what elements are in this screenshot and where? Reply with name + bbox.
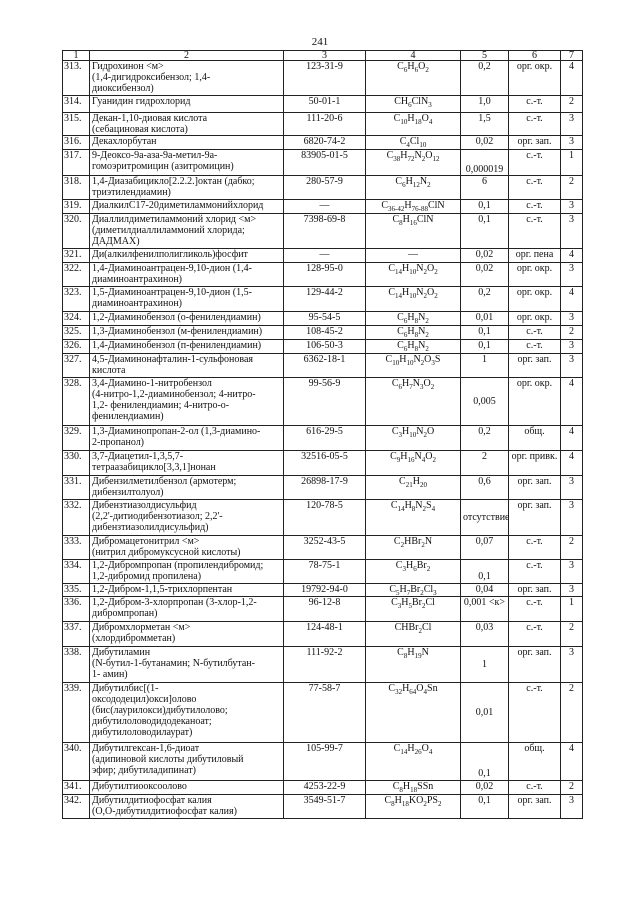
cas-number: 7398-69-8 [284,214,366,249]
limit-value: 1,5 [461,112,509,135]
chemical-formula: CHBr$_2$Cl [366,621,461,646]
chemical-formula: $C_6H_8N_2$ [366,325,461,339]
column-number: 6 [509,51,561,61]
substance-name: 4,5-Диаминонафталин-1-сульфоновая кислота [90,353,284,377]
table-row [63,742,583,780]
chemical-formula: $C_8H_{18}SSn$ [366,780,461,794]
hazard-class: 3 [561,311,583,325]
hazard-class: 3 [561,262,583,286]
column-number: 5 [461,51,509,61]
table-row [63,475,583,499]
chemical-formula: $C_5H_7Br_2Cl_3$ [366,583,461,596]
substance-name: 1,3-Диаминопропан-2-ол (1,3-диамино- 2-пропанол) [90,425,284,450]
substance-name: Дибутилтиооксоолово [90,780,284,794]
substance-name: Диаллилдиметиламмоний хлорид <м> (диметилдиаллиламмоний хлорида; ДАДМАХ) [90,214,284,249]
row-number: 321. [63,248,90,262]
limit-value: 0,2 [461,425,509,450]
hazard-class: 3 [561,583,583,596]
limit-value: 0,02 [461,262,509,286]
substance-name: Декахлорбутан [90,136,284,150]
limit-value: 0,1 [461,339,509,353]
hazard-indicator: общ. [509,425,561,450]
chemical-formula: $C_{32}H_{64}O_4Sn$ [366,682,461,742]
chemical-formula: $C_{21}H_{20}$ [366,475,461,499]
limit-value: отсутствие [461,499,509,535]
cas-number: 129-44-2 [284,286,366,311]
substance-name: 9-Деоксо-9а-аза-9а-метил-9а- гомоэритромицин (азитромицин) [90,150,284,176]
chemical-formula: $C_{38}H_{72}N_2O_{12}$ [366,150,461,176]
substance-name: Дибутилбис[(1- оксододецил)окси]олово (бис(лаурилокси)дибутилолово; дибутилоловодидодеканоат; дибутилоловодилаурат) [90,682,284,742]
column-number: 1 [63,51,90,61]
hazard-class: 3 [561,646,583,682]
cas-number: 4253-22-9 [284,780,366,794]
chemical-formula: $C_6H_7N_3O_2$ [366,377,461,425]
hazard-indicator: с.-т. [509,621,561,646]
hazard-class: 2 [561,95,583,112]
cas-number: 3252-43-5 [284,535,366,559]
row-number: 320. [63,214,90,249]
hazard-class: 1 [561,150,583,176]
limit-value: 1 [461,646,509,682]
hazard-indicator: с.-т. [509,780,561,794]
hazard-indicator: с.-т. [509,339,561,353]
row-number: 324. [63,311,90,325]
hazard-class: 4 [561,450,583,475]
table-row [63,311,583,325]
cas-number: 106-50-3 [284,339,366,353]
row-number: 331. [63,475,90,499]
hazard-indicator: с.-т. [509,596,561,621]
cas-number: 96-12-8 [284,596,366,621]
hazard-class: 2 [561,621,583,646]
chemical-formula: $C_6H_8N_2$ [366,339,461,353]
column-number: 7 [561,51,583,61]
table-row [63,596,583,621]
row-number: 327. [63,353,90,377]
table-row [63,95,583,112]
substance-name: Дибутиламин (N-бутил-1-бутанамин; N-бутилбутан- 1- амин) [90,646,284,682]
substance-name: 1,5-Диаминоантрацен-9,10-дион (1,5- диаминоантрахинон) [90,286,284,311]
hazard-class: 4 [561,425,583,450]
limit-value: 0,001 <к> [461,596,509,621]
row-number: 323. [63,286,90,311]
row-number: 329. [63,425,90,450]
substance-table [62,50,583,819]
table-row [63,794,583,818]
hazard-class: 4 [561,377,583,425]
cas-number: 50-01-1 [284,95,366,112]
substance-name: Дибромхлорметан <м> (хлордибромметан) [90,621,284,646]
chemical-formula: $CH_6ClN_3$ [366,95,461,112]
limit-value: 0,6 [461,475,509,499]
cas-number: 6820-74-2 [284,136,366,150]
hazard-indicator: орг. окр. [509,286,561,311]
column-number-row [63,51,583,61]
hazard-indicator: орг. зап. [509,646,561,682]
hazard-indicator: с.-т. [509,200,561,214]
cas-number: 123-31-9 [284,61,366,96]
row-number: 330. [63,450,90,475]
hazard-indicator: с.-т. [509,325,561,339]
hazard-indicator: с.-т. [509,214,561,249]
column-number: 2 [90,51,284,61]
table-row [63,682,583,742]
cas-number: 280-57-9 [284,176,366,200]
hazard-indicator: орг. зап. [509,353,561,377]
table-row [63,136,583,150]
row-number: 316. [63,136,90,150]
row-number: 326. [63,339,90,353]
substance-name: 3,7-Диацетил-1,3,5,7- тетраазабицикло[3,3,1]нонан [90,450,284,475]
row-number: 317. [63,150,90,176]
chemical-formula: $C_3H_5Br_2Cl$ [366,596,461,621]
row-number: 314. [63,95,90,112]
substance-name: Гидрохинон <м> (1,4-дигидроксибензол; 1,4- диоксибензол) [90,61,284,96]
hazard-class: 1 [561,596,583,621]
row-number: 340. [63,742,90,780]
hazard-class: 3 [561,200,583,214]
hazard-indicator: орг. окр. [509,61,561,96]
hazard-class: 2 [561,780,583,794]
hazard-class: 2 [561,176,583,200]
row-number: 342. [63,794,90,818]
cas-number: 111-20-6 [284,112,366,135]
substance-name: 1,2-Дибром-1,1,5-трихлорпентан [90,583,284,596]
substance-name: Дибутилгексан-1,6-диоат (адипиновой кислоты дибутиловый эфир; дибутиладипинат) [90,742,284,780]
cas-number: 6362-18-1 [284,353,366,377]
hazard-class: 4 [561,742,583,780]
hazard-indicator: орг. привк. [509,450,561,475]
hazard-class: 3 [561,136,583,150]
substance-name: 3,4-Диамино-1-нитробензол (4-нитро-1,2-диаминобензол; 4-нитро- 1,2- фенилендиамин; 4-нитро-о- фенилендиамин) [90,377,284,425]
cas-number: — [284,200,366,214]
row-number: 332. [63,499,90,535]
cas-number: 83905-01-5 [284,150,366,176]
table-row [63,646,583,682]
hazard-indicator: орг. окр. [509,377,561,425]
table-row [63,559,583,583]
limit-value: 0,005 [461,377,509,425]
table-row [63,535,583,559]
substance-name: 1,2-Дибромпропан (пропилендибромид; 1,2-дибромид пропилена) [90,559,284,583]
substance-name: Дибензилметилбензол (армотерм; дибензилтолуол) [90,475,284,499]
cas-number: 111-92-2 [284,646,366,682]
chemical-formula: $C_6H_8N_2$ [366,311,461,325]
row-number: 341. [63,780,90,794]
limit-value: 0,1 [461,559,509,583]
substance-name: 1,2-Дибром-3-хлорпропан (3-хлор-1,2- дибромпропан) [90,596,284,621]
limit-value: 0,07 [461,535,509,559]
substance-name: 1,4-Диаминоантрацен-9,10-дион (1,4- диаминоантрахинон) [90,262,284,286]
chemical-formula: $C_9H_{16}N_4O_2$ [366,450,461,475]
chemical-formula: $C_3H_{10}N_2O$ [366,425,461,450]
cas-number: 26898-17-9 [284,475,366,499]
substance-name: Ди(алкилфенилполигликоль)фосфит [90,248,284,262]
limit-value: 6 [461,176,509,200]
row-number: 318. [63,176,90,200]
substance-name: Декан-1,10-диовая кислота (себациновая кислота) [90,112,284,135]
hazard-class: 3 [561,353,583,377]
hazard-class: 4 [561,286,583,311]
chemical-formula: $C_{10}H_{18}O_4$ [366,112,461,135]
chemical-formula: — [366,248,461,262]
table-row [63,339,583,353]
table-row [63,262,583,286]
cas-number: 3549-51-7 [284,794,366,818]
row-number: 336. [63,596,90,621]
limit-value: 0,000019 [461,150,509,176]
substance-name: Дибутилдитиофосфат калия (О,О-дибутилдитиофосфат калия) [90,794,284,818]
chemical-formula: $C_2HBr_2N$ [366,535,461,559]
chemical-formula: $C_3H_6Br_2$ [366,559,461,583]
chemical-formula: $C_8H_{18}KO_2PS_2$ [366,794,461,818]
page-number: 241 [311,36,329,48]
hazard-class: 2 [561,325,583,339]
cas-number: 124-48-1 [284,621,366,646]
row-number: 338. [63,646,90,682]
limit-value: 2 [461,450,509,475]
table-row [63,425,583,450]
hazard-indicator: орг. зап. [509,583,561,596]
limit-value: 0,1 [461,794,509,818]
table-row [63,621,583,646]
cas-number: 108-45-2 [284,325,366,339]
chemical-formula: $C_4Cl_{10}$ [366,136,461,150]
chemical-formula: $C_{14}H_8N_2S_4$ [366,499,461,535]
hazard-class: 3 [561,214,583,249]
table-row [63,325,583,339]
cas-number: 95-54-5 [284,311,366,325]
hazard-indicator: орг. зап. [509,499,561,535]
hazard-class: 2 [561,535,583,559]
hazard-class: 3 [561,112,583,135]
chemical-formula: $C_{14}H_{10}N_2O_2$ [366,262,461,286]
table-row [63,61,583,96]
substance-name: Гуанидин гидрохлорид [90,95,284,112]
cas-number: — [284,248,366,262]
hazard-indicator: орг. зап. [509,794,561,818]
table-row [63,450,583,475]
hazard-indicator: общ. [509,742,561,780]
table-row [63,780,583,794]
table-row [63,214,583,249]
limit-value: 0,01 [461,682,509,742]
chemical-formula: $C_8H_{16}ClN$ [366,214,461,249]
limit-value: 0,02 [461,136,509,150]
hazard-indicator: с.-т. [509,176,561,200]
limit-value: 1,0 [461,95,509,112]
cas-number: 78-75-1 [284,559,366,583]
row-number: 319. [63,200,90,214]
row-number: 335. [63,583,90,596]
table-row [63,176,583,200]
cas-number: 99-56-9 [284,377,366,425]
hazard-indicator: орг. пена [509,248,561,262]
limit-value: 0,2 [461,286,509,311]
hazard-indicator: орг. зап. [509,475,561,499]
chemical-formula: $C_{14}H_{10}N_2O_2$ [366,286,461,311]
column-number: 3 [284,51,366,61]
cas-number: 616-29-5 [284,425,366,450]
hazard-indicator: с.-т. [509,150,561,176]
hazard-class: 3 [561,339,583,353]
hazard-class: 4 [561,61,583,96]
table-row [63,248,583,262]
row-number: 325. [63,325,90,339]
substance-name: Дибромацетонитрил <м> (нитрил дибромуксусной кислоты) [90,535,284,559]
chemical-formula: $C_8H_{19}N$ [366,646,461,682]
cas-number: 105-99-7 [284,742,366,780]
hazard-indicator: с.-т. [509,95,561,112]
cas-number: 32516-05-5 [284,450,366,475]
table-row [63,499,583,535]
cas-number: 128-95-0 [284,262,366,286]
limit-value: 0,03 [461,621,509,646]
hazard-class: 2 [561,682,583,742]
hazard-indicator: с.-т. [509,559,561,583]
hazard-class: 4 [561,248,583,262]
hazard-indicator: с.-т. [509,112,561,135]
hazard-indicator: орг. зап. [509,136,561,150]
row-number: 315. [63,112,90,135]
hazard-class: 3 [561,794,583,818]
row-number: 339. [63,682,90,742]
limit-value: 0,1 [461,200,509,214]
hazard-class: 3 [561,499,583,535]
chemical-formula: $C_{36-42}H_{76-88}ClN$ [366,200,461,214]
chemical-formula: $C_6H_{12}N_2$ [366,176,461,200]
hazard-class: 3 [561,559,583,583]
cas-number: 19792-94-0 [284,583,366,596]
table-row [63,112,583,135]
row-number: 337. [63,621,90,646]
limit-value: 0,04 [461,583,509,596]
hazard-indicator: с.-т. [509,682,561,742]
cas-number: 120-78-5 [284,499,366,535]
column-number: 4 [366,51,461,61]
table-row [63,583,583,596]
chemical-formula: $C_6H_6O_2$ [366,61,461,96]
hazard-indicator: орг. окр. [509,311,561,325]
substance-name: 1,4-Диазабицикло[2.2.2.]октан (дабко; триэтилендиамин) [90,176,284,200]
row-number: 333. [63,535,90,559]
row-number: 313. [63,61,90,96]
table-row [63,353,583,377]
limit-value: 0,02 [461,780,509,794]
limit-value: 0,1 [461,325,509,339]
chemical-formula: $C_{10}H_{10}N_2O_3S$ [366,353,461,377]
limit-value: 1 [461,353,509,377]
substance-name: 1,2-Диаминобензол (о-фенилендиамин) [90,311,284,325]
limit-value: 0,01 [461,311,509,325]
row-number: 322. [63,262,90,286]
substance-name: Дибензтиазолдисульфид (2,2'-дитиодибензотиазол; 2,2'- дибензтиазолилдисульфид) [90,499,284,535]
table-row [63,286,583,311]
substance-name: 1,4-Диаминобензол (п-фенилендиамин) [90,339,284,353]
substance-name: ДиалкилС17-20диметиламмонийхлорид [90,200,284,214]
table-row [63,200,583,214]
table-row [63,150,583,176]
hazard-indicator: орг. окр. [509,262,561,286]
chemical-formula: $C_{14}H_{26}O_4$ [366,742,461,780]
hazard-indicator: с.-т. [509,535,561,559]
substance-name: 1,3-Диаминобензол (м-фенилендиамин) [90,325,284,339]
limit-value: 0,02 [461,248,509,262]
cas-number: 77-58-7 [284,682,366,742]
row-number: 328. [63,377,90,425]
limit-value: 0,1 [461,742,509,780]
hazard-class: 3 [561,475,583,499]
limit-value: 0,2 [461,61,509,96]
row-number: 334. [63,559,90,583]
table-row [63,377,583,425]
limit-value: 0,1 [461,214,509,249]
